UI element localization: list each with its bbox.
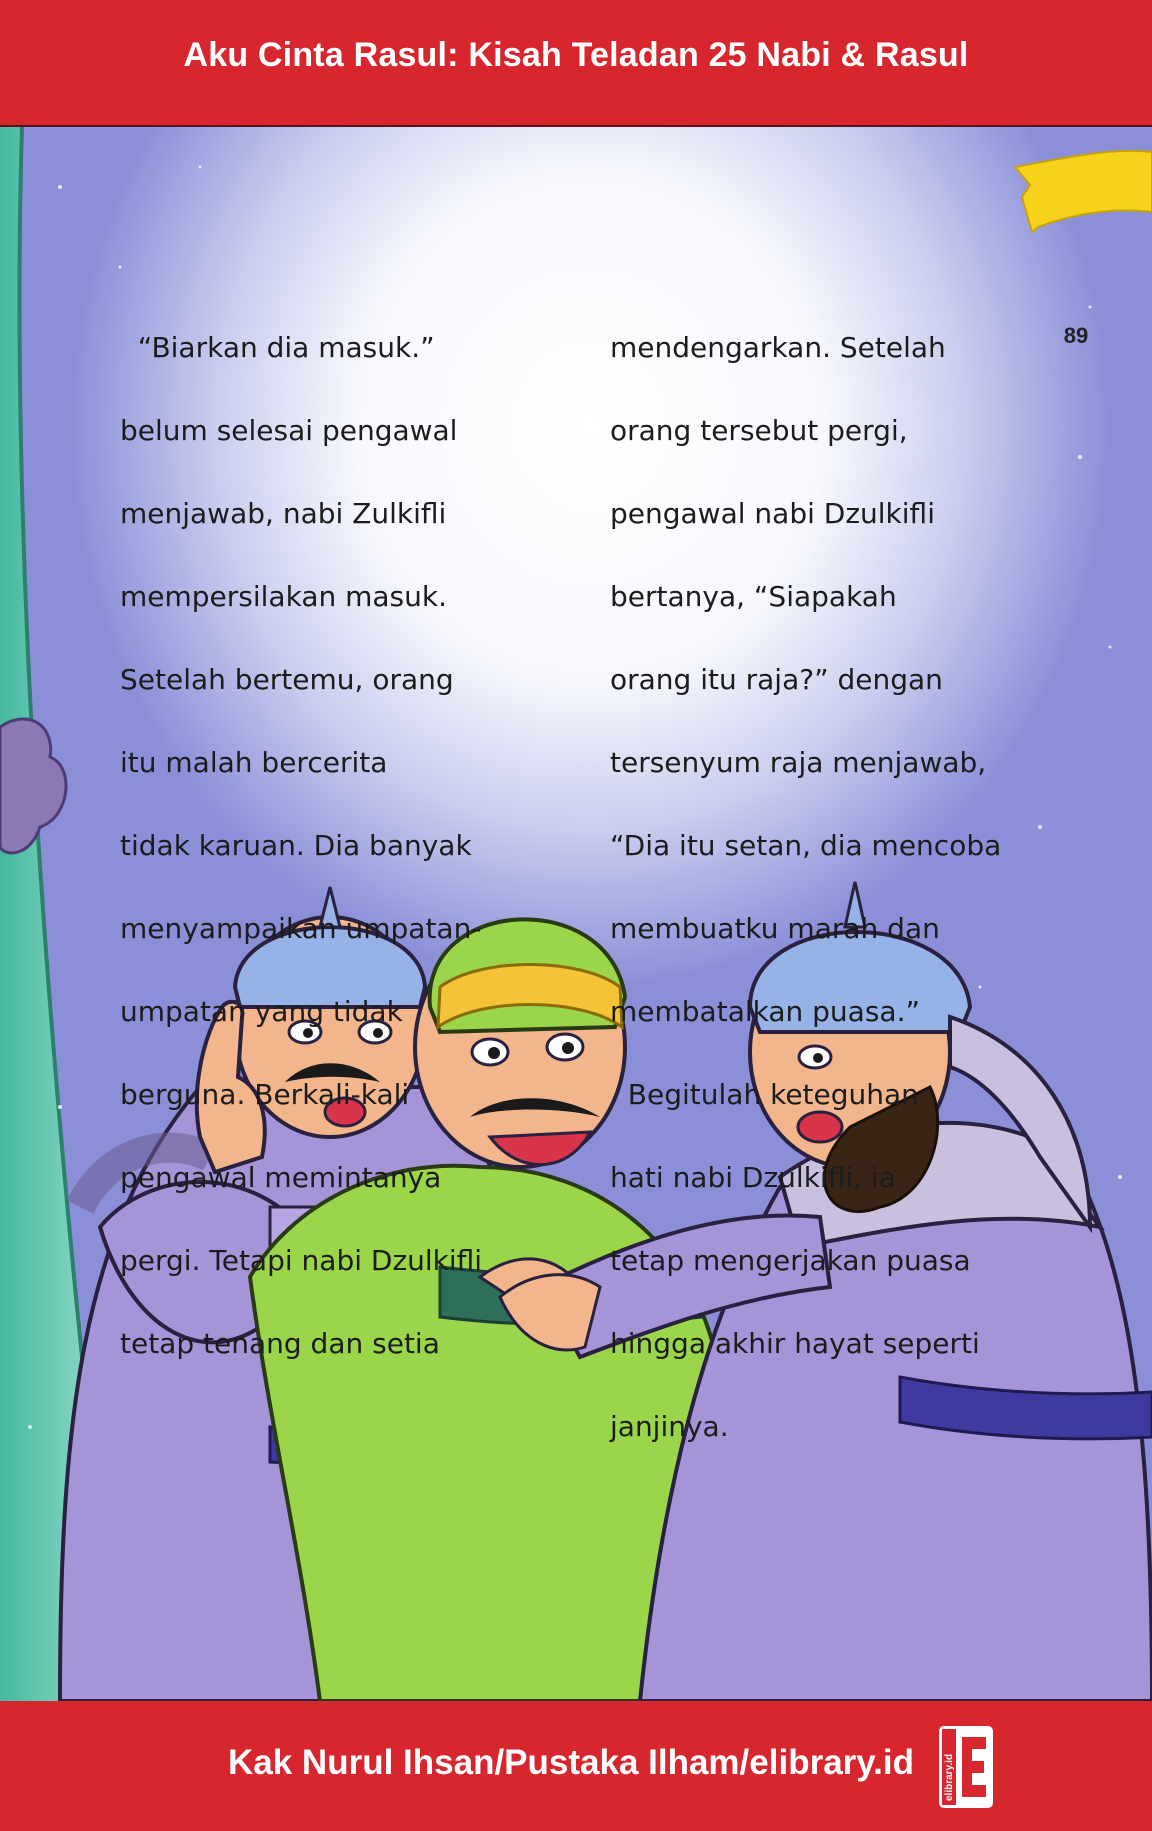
text-line: membatalkan puasa.” [610, 994, 920, 1028]
story-text-right-column [610, 285, 1001, 1489]
text-line: bertanya, “Siapakah [610, 579, 897, 613]
text-line: orang tersebut pergi, [610, 413, 908, 447]
elibrary-logo-icon [934, 1721, 998, 1813]
text-line: berguna. Berkali-kali [120, 1077, 410, 1111]
text-line: pengawal nabi Dzulkifli [610, 496, 935, 530]
text-line: Setelah bertemu, orang [120, 662, 454, 696]
text-line: pengawal memintanya [120, 1160, 442, 1194]
story-text-left-column [120, 285, 482, 1406]
text-line: membuatku marah dan [610, 911, 940, 945]
text-line: mempersilakan masuk. [120, 579, 448, 613]
page-number: 89 [1063, 323, 1089, 348]
header-banner [0, 0, 1152, 127]
text-line: tersenyum raja menjawab, [610, 745, 987, 779]
book-title: Aku Cinta Rasul: Kisah Teladan 25 Nabi & Rasul [183, 36, 969, 74]
text-line: “Biarkan dia masuk.” [120, 330, 435, 364]
text-line: itu malah bercerita [120, 745, 388, 779]
text-line: tidak karuan. Dia banyak [120, 828, 472, 862]
text-line: tetap mengerjakan puasa [610, 1243, 971, 1277]
page-number-ribbon [1015, 151, 1152, 232]
text-line: umpatan yang tidak [120, 994, 403, 1028]
text-line: orang itu raja?” dengan [610, 662, 943, 696]
text-line: janjinya. [610, 1409, 729, 1443]
text-line: menjawab, nabi Zulkifli [120, 496, 447, 530]
text-line: hingga akhir hayat seperti [610, 1326, 980, 1360]
cloud [0, 719, 66, 853]
text-line: hati nabi Dzulkifli, ia [610, 1160, 896, 1194]
text-line: “Dia itu setan, dia mencoba [610, 828, 1002, 862]
footer-banner [0, 1701, 1152, 1831]
footer-credit: Kak Nurul Ihsan/Pustaka Ilham/elibrary.id [228, 1743, 914, 1782]
text-line: pergi. Tetapi nabi Dzulkifli [120, 1243, 483, 1277]
text-line: mendengarkan. Setelah [610, 330, 946, 364]
text-line: menyampaikan umpatan- [120, 911, 482, 945]
text-line: tetap tenang dan setia [120, 1326, 440, 1360]
logo-text: elibrary.id [944, 1753, 955, 1801]
text-line: Begitulah keteguhan [610, 1077, 919, 1111]
text-line: belum selesai pengawal [120, 413, 458, 447]
